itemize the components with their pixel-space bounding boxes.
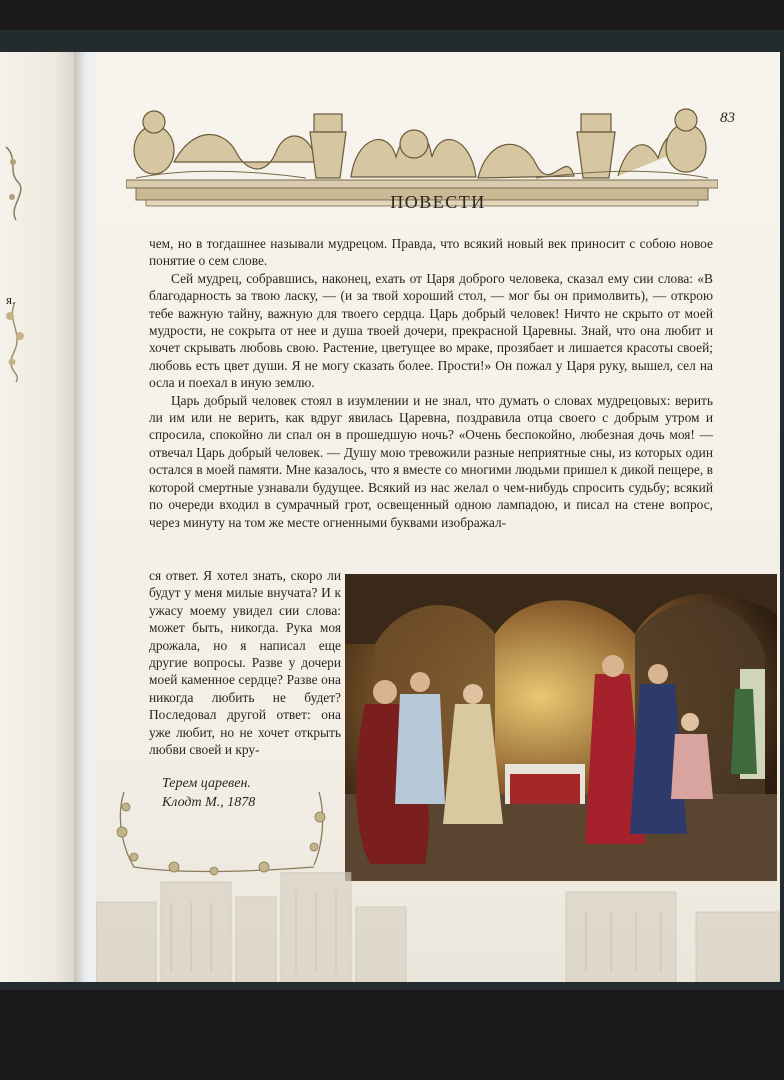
- faded-architecture-background: [96, 872, 780, 982]
- main-text: [149, 235, 713, 531]
- caption-floral-frame: [114, 787, 329, 877]
- page-number: 83: [720, 110, 735, 126]
- paragraph: Сей мудрец, собравшись, наконец, ехать от Царя доброго человека, сказал ему сии слова: «В благодарность за твою ласку, — (и за твой хороший стол, — мог бы он примолвить), — открою тебе важную тайну, важную для твоего сердца. Царь добрый человек! Ничто не скрыто от моей мудрости, не сокрыта от нее и душа твоей дочери, прекрасной Царевны. Знай, что она любит и хочет скрывать любовь свою. Растение, цветущее во мраке, прозябает и лишается красоты своей; любовь есть цвет души. Я не могу сказать более. Прости!» Он пожал у Царя руку, вышел, сел на осла и поехал в иную землю.: [149, 270, 713, 391]
- left-page: [0, 52, 78, 982]
- book-page: [96, 52, 780, 982]
- paragraph: Царь добрый человек стоял в изумлении и не знал, что думать о словах мудрецовых: верить ли им или не верить, как вдруг явилась Царевна, поздравила отца своего с добрым утром и спросила, спокойно ли спал он в прошедшую ночь? «Очень беспокойно, любезная дочь моя! — отвечал Царь добрый человек. — Душу мою тревожили разные неприятные сны, из которых один остался в моей памяти. Мне казалось, что я вместе со многими людьми пришел к дикой пещере, в которой смертные узнавали будущее. Всякий из нас желал о чем-нибудь спросить судьбу; всякий по очереди входил в сумрачный грот, освещенный одною лампадою, и писал на стене вопрос, через минуту на том же месте огненными буквами изображал-: [149, 392, 713, 530]
- narrow-text-column: ся ответ. Я хотел знать, скоро ли будут у меня милые внучата? И к ужасу моему увидел сии слова: может быть, никогда. Рука моя дрожала, но я написал еще другие вопросы. Разве у дочери моей каменное сердце? Разве она никогда любить не будет? Последовал другой ответ: она уже любит, но не хочет открыть любви своей и кру-: [149, 568, 341, 758]
- book-gutter: [74, 52, 98, 982]
- left-page-floral-ornament: [2, 302, 28, 382]
- decorative-frieze: [126, 82, 718, 242]
- left-page-ornament: [4, 142, 22, 222]
- caption-title: Терем царевен.: [162, 776, 251, 791]
- paragraph: чем, но в тогдашнее называли мудрецом. Правда, что всякий новый век приносит с собою новое понятие о сем слове.: [149, 236, 713, 269]
- painting-illustration: [345, 574, 777, 881]
- section-title: ПОВЕСТИ: [390, 192, 486, 212]
- caption-author: Клодт М., 1878: [162, 795, 256, 810]
- left-page-text-fragment: я.: [6, 292, 16, 307]
